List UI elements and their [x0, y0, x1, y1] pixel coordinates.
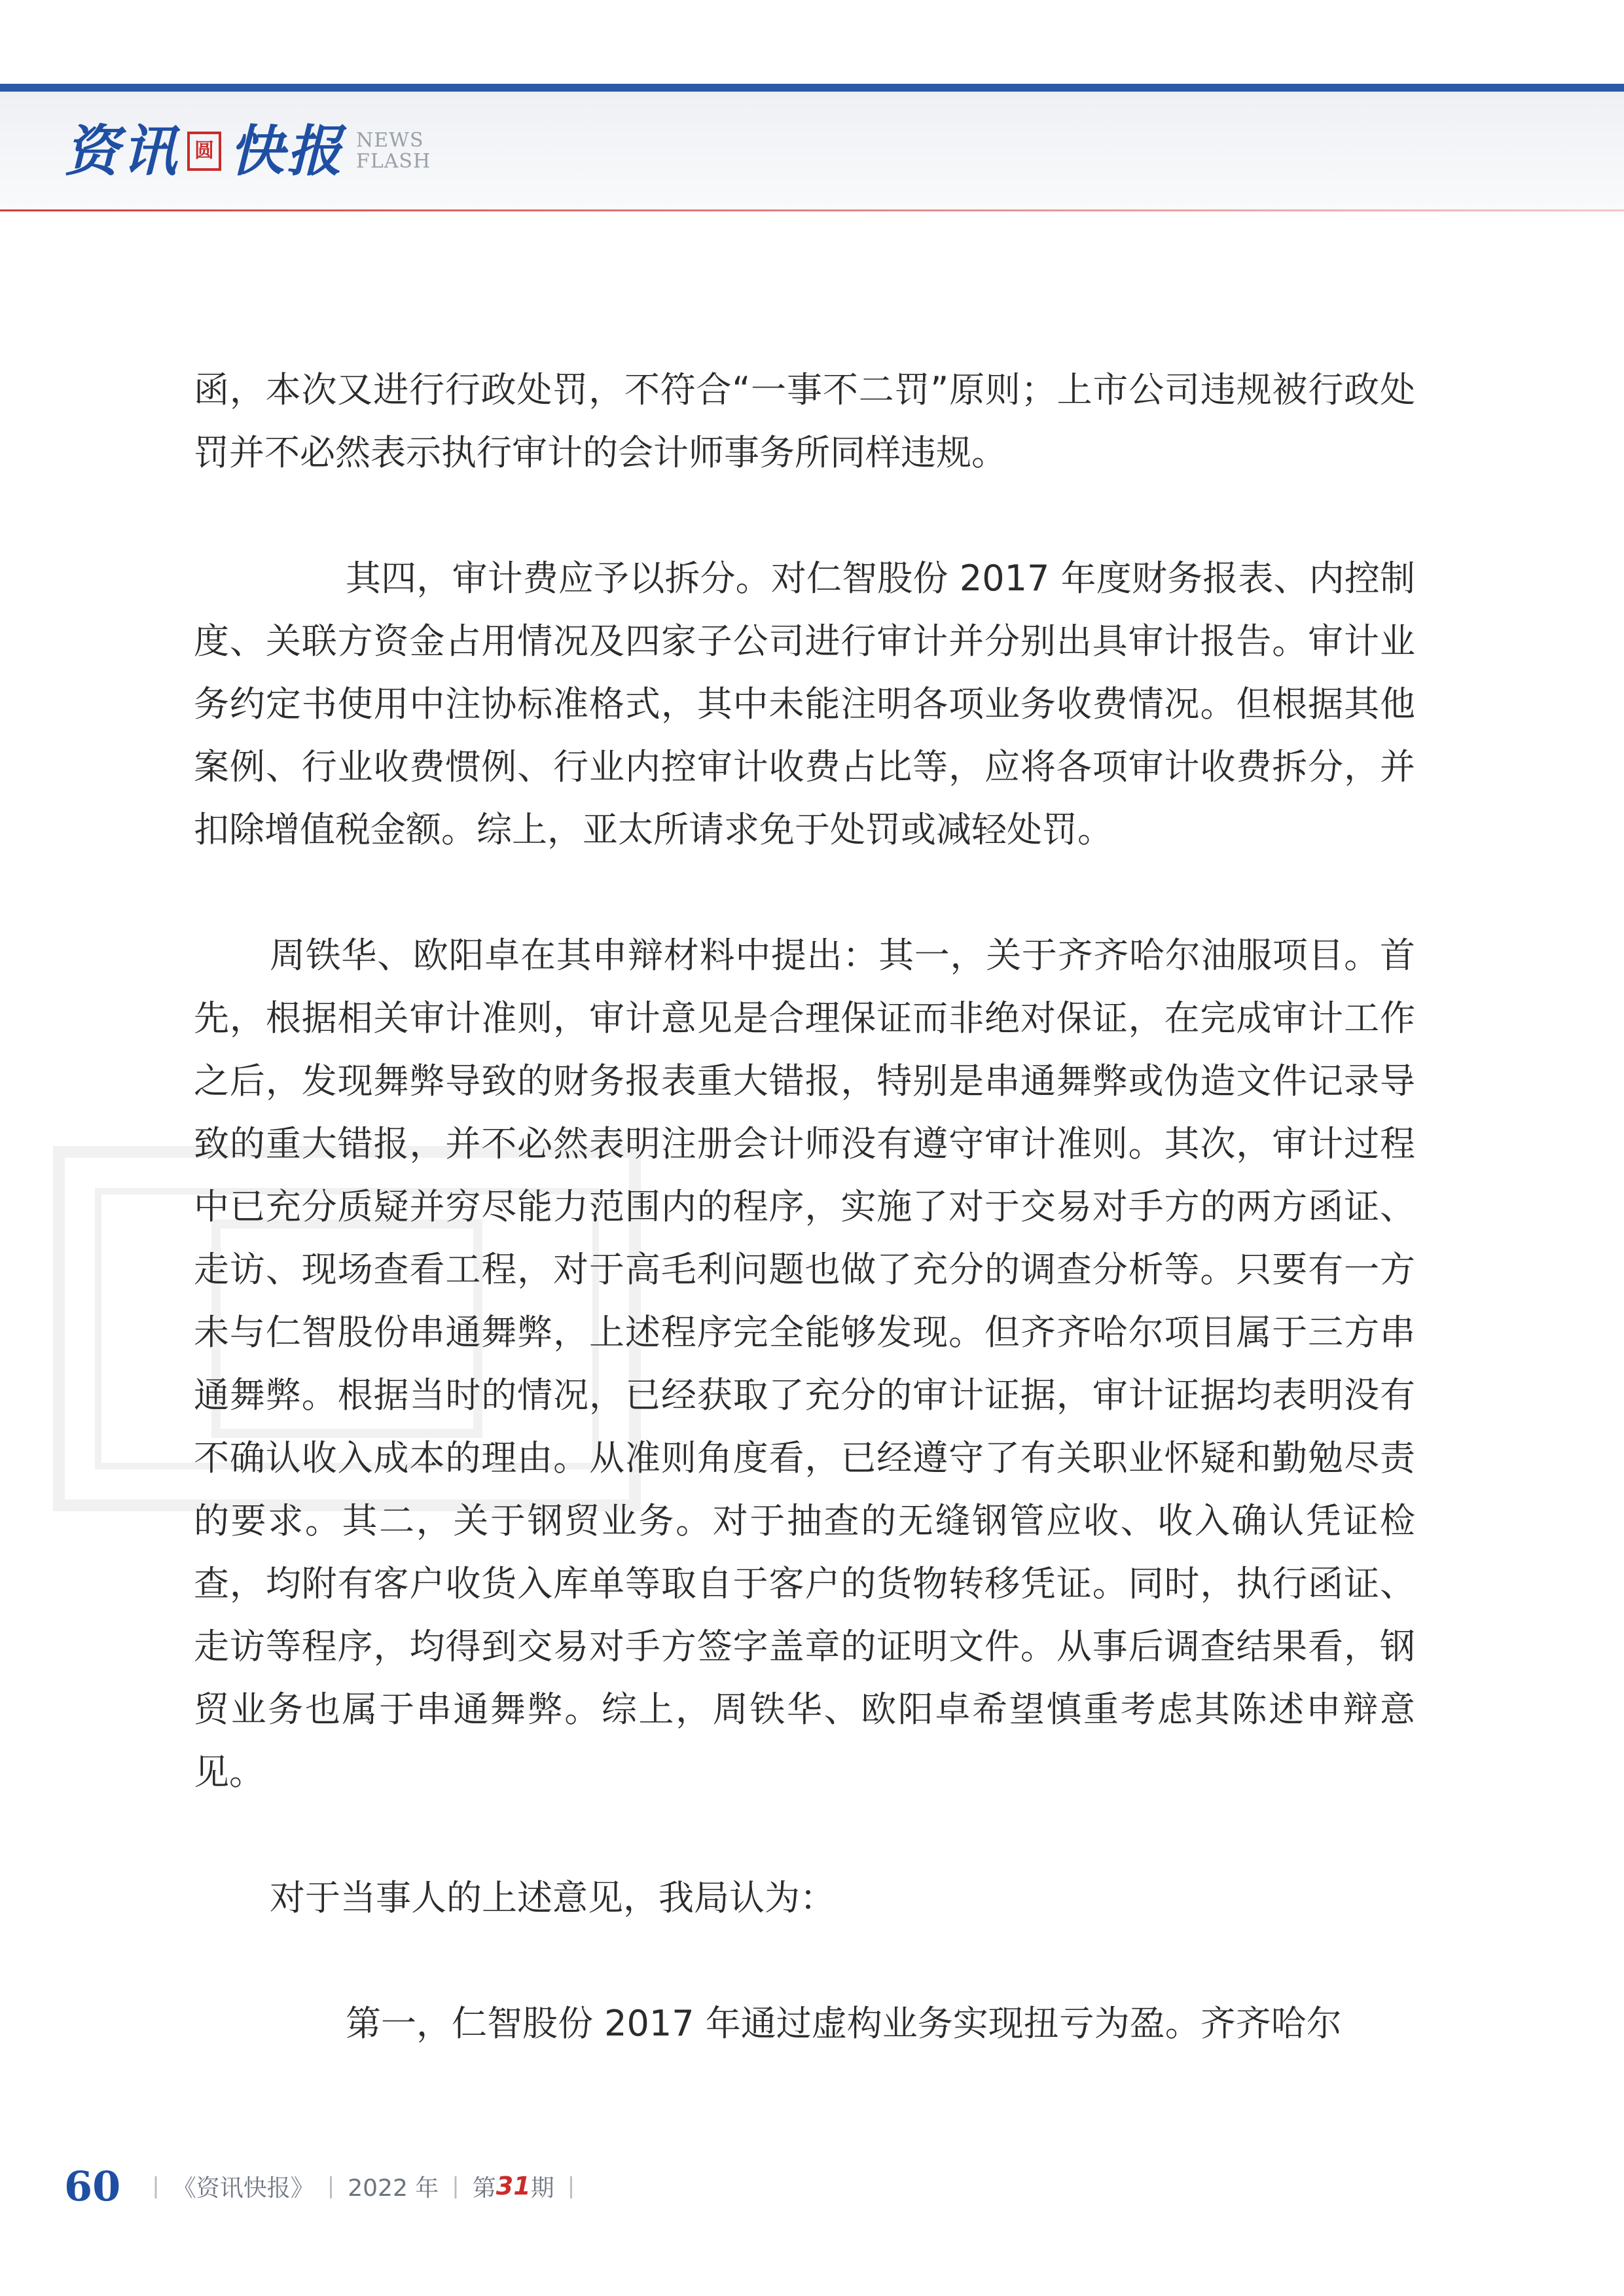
news-label: NEWS — [356, 129, 424, 152]
paragraph-3: 周铁华、欧阳卓在其申辩材料中提出：其一，关于齐齐哈尔油服项目。首先，根据相关审计准则，审计意见是合理保证而非绝对保证，在完成审计工作之后，发现舞弊导致的财务报表重大错报，特别是串通舞弊或伪造文件记录导致的重大错报，并不必然表明注册会计师没有遵守审计准则。其次，审计过程中已充分质疑并穷尽能力范围内的程序，实施了对于交易对手方的两方函证、走访、现场查看工程，对于高毛利问题也做了充分的调查分析等。只要有一方未与仁智股份串通舞弊，上述程序完全能够发现。但齐齐哈尔项目属于三方串通舞弊。根据当时的情况，已经获取了充分的审计证据，审计证据均表明没有不确认收入成本的理由。从准则角度看，已经遵守了有关职业怀疑和勤勉尽责的要求。其二，关于钢贸业务。对于抽查的无缝钢管应收、收入确认凭证检查，均附有客户收货入库单等取自于客户的货物转移凭证。同时，执行函证、走访等程序，均得到交易对手方签字盖章的证明文件。从事后调查结果看，钢贸业务也属于串通舞弊。综上，周铁华、欧阳卓希望慎重考虑其陈述申辩意见。 — [194, 935, 1415, 1793]
paragraph-2: 其四，审计费应予以拆分。对仁智股份 2017 年度财务报表、内控制度、关联方资金占用情况及四家子公司进行审计并分别出具审计报告。审计业务约定书使用中注协标准格式，其中未能注明各项业务收费情况。但根据其他案例、行业收费惯例、行业内控审计收费占比等，应将各项审计收费拆分，并扣除增值税金额。综上，亚太所请求免于处罚或减轻处罚。 — [194, 558, 1415, 850]
page-footer — [64, 2160, 588, 2212]
masthead-title-right: 快报 — [229, 118, 345, 183]
publication-name: 《资讯快报》 — [172, 2174, 314, 2202]
page-number: 60 — [64, 2162, 121, 2210]
news-flash-label — [356, 130, 431, 172]
paragraph-4: 对于当事人的上述意见，我局认为： — [270, 1877, 835, 1918]
article-body — [194, 359, 1415, 2055]
footer-separator: | — [452, 2173, 460, 2199]
header-divider — [0, 209, 1624, 211]
masthead-seal-icon: 圆 — [187, 132, 221, 171]
paragraph-5: 第一，仁智股份 2017 年通过虚构业务实现扭亏为盈。齐齐哈尔 — [346, 2003, 1342, 2044]
masthead — [64, 115, 431, 187]
masthead-title-left: 资讯 — [64, 118, 180, 183]
issue-suffix: 期 — [530, 2174, 554, 2202]
flash-label: FLASH — [356, 150, 431, 173]
issue-number: 31 — [496, 2172, 531, 2200]
footer-separator: | — [152, 2173, 160, 2199]
top-accent-bar — [0, 84, 1624, 92]
issue-prefix: 第 — [472, 2174, 496, 2202]
issue-year: 2022 年 — [348, 2174, 439, 2202]
paragraph-1: 函，本次又进行行政处罚，不符合“一事不二罚”原则；上市公司违规被行政处罚并不必然表示执行审计的会计师事务所同样违规。 — [194, 369, 1415, 473]
footer-separator: | — [567, 2173, 575, 2199]
footer-separator: | — [327, 2173, 335, 2199]
